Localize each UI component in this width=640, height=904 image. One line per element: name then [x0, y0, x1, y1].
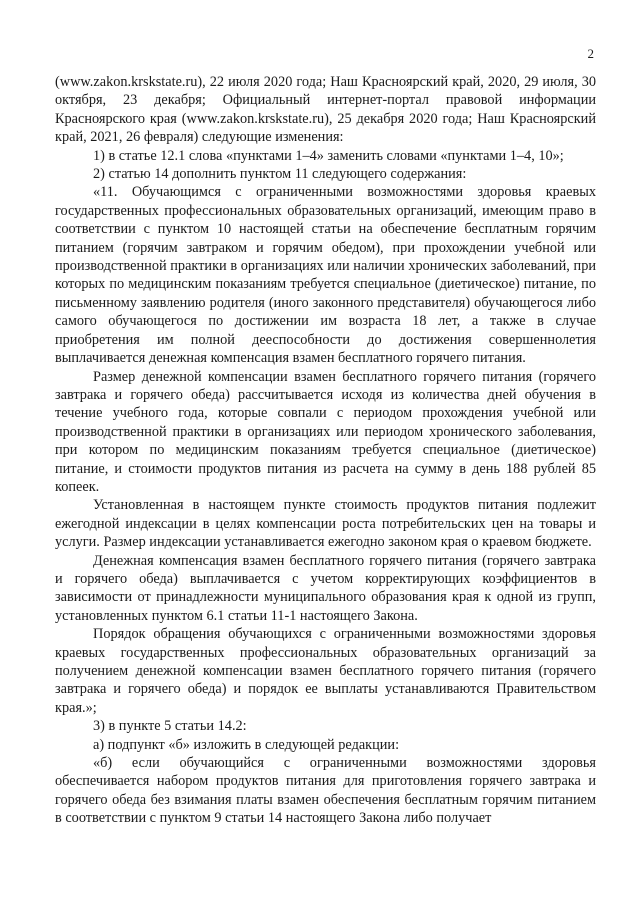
paragraph-2: 1) в статье 12.1 слова «пунктами 1–4» заменить словами «пунктами 1–4, 10»;	[93, 147, 564, 164]
paragraph-7: Денежная компенсация взамен бесплатного горячего питания (горячего завтрака и горячего обеда) выплачивается с учетом корректирующих коэффициентов в зависимости от принадлежности муниципального образования края к одной из групп, установленных пунктом 6.1 статьи 11-1 настоящего Закона.	[55, 552, 596, 624]
page-number: 2	[587, 46, 594, 61]
paragraph-10: а) подпункт «б» изложить в следующей редакции:	[93, 736, 400, 753]
paragraph-1: (www.zakon.krskstate.ru), 22 июля 2020 года; Наш Красноярский край, 2020, 29 июля, 30 октября, 23 декабря; Официальный интернет-портал правовой информации Красноярского края (www.zakon.krskstate.ru), 25 декабря 2020 года; Наш Красноярский край, 2021, 26 февраля) следующие изменения:	[55, 74, 596, 146]
paragraph-3: 2) статью 14 дополнить пунктом 11 следующего содержания:	[93, 166, 467, 183]
document-body	[55, 73, 596, 828]
paragraph-4: «11. Обучающимся с ограниченными возможностями здоровья краевых государственных профессиональных образовательных организаций, имеющим право в соответствии с пунктом 10 настоящей статьи на обеспечение бесплатным горячим питанием (горячим завтраком и горячим обедом), при прохождении учебной или производственной практики в организациях или наличии хронических заболеваний, при которых по медицинским показаниям требуется специальное (диетическое) питание, по письменному заявлению родителя (иного законного представителя) обучающегося либо самого обучающегося по достижении им возраста 18 лет, а также в случае приобретения им полной дееспособности до достижения совершеннолетия выплачивается денежная компенсация взамен бесплатного горячего питания.	[55, 184, 596, 367]
paragraph-8: Порядок обращения обучающихся с ограниченными возможностями здоровья краевых государственных профессиональных образовательных организаций за получением денежной компенсации взамен бесплатного горячего питания (горячего завтрака и горячего обеда) и порядок ее выплаты устанавливаются Правительством края.»;	[55, 626, 596, 716]
paragraph-9: 3) в пункте 5 статьи 14.2:	[93, 718, 247, 735]
paragraph-5: Размер денежной компенсации взамен бесплатного горячего питания (горячего завтрака и горячего обеда) рассчитывается исходя из количества дней обучения в течение учебного года, которые совпали с периодом прохождения учебной или производственной практики в организациях или периодом хронического заболевания, при котором по медицинским показаниям требуется специальное (диетическое) питание, и стоимости продуктов питания из расчета на сумму в день 188 рублей 85 копеек.	[55, 368, 596, 495]
paragraph-11: «б) если обучающийся с ограниченными возможностями здоровья обеспечивается набором продуктов питания для приготовления горячего завтрака и горячего обеда без взимания платы взамен обеспечения бесплатным горячим питанием в соответствии с пунктом 9 статьи 14 настоящего Закона либо получает	[55, 755, 596, 827]
paragraph-6: Установленная в настоящем пункте стоимость продуктов питания подлежит ежегодной индексации в целях компенсации роста потребительских цен на товары и услуги. Размер индексации устанавливается ежегодно законом края о краевом бюджете.	[55, 497, 596, 551]
